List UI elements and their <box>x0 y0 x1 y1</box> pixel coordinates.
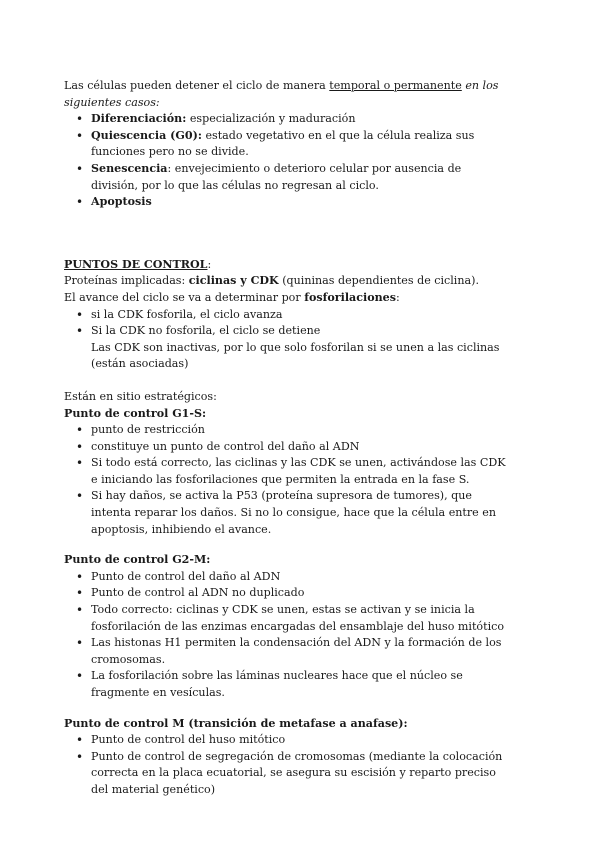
case-text: estado vegetativo en el que la célula realiza sus funciones pero no se divide. <box>91 128 475 159</box>
section-heading <box>64 257 510 274</box>
list-item <box>91 161 510 194</box>
intro-paragraph <box>64 78 510 111</box>
list-item: • Si todo está correcto, las ciclinas y las CDK se unen, activándose las CDK e iniciando las fosforilaciones que permiten la entrada en la fase S. <box>91 455 510 488</box>
advance-line <box>64 290 510 307</box>
list-item-text: Si la CDK no fosforila, el ciclo se detiene <box>91 324 321 338</box>
m-heading: Punto de control M (transición de metafase a anafase): <box>64 716 408 730</box>
strategic-line: Están en sitio estratégicos: <box>64 389 217 403</box>
proteins-bold: ciclinas y CDK <box>188 274 279 288</box>
intro-text: Las células pueden detener el ciclo de manera <box>64 79 330 92</box>
list-item <box>91 111 510 128</box>
spacer <box>64 211 510 257</box>
g2m-heading: Punto de control G2-M: <box>64 553 211 567</box>
list-item <box>91 194 510 211</box>
spacer <box>64 702 510 716</box>
case-term: Apoptosis <box>91 195 152 209</box>
list-item <box>91 323 510 373</box>
advance-colon: : <box>395 290 400 304</box>
list-item: • si la CDK fosforila, el ciclo avanza <box>91 307 510 324</box>
m-list <box>64 732 510 798</box>
list-item: • Punto de control del daño al ADN <box>91 569 510 586</box>
cases-list <box>64 111 510 211</box>
spacer <box>64 538 510 552</box>
list-item: • Punto de control al ADN no duplicado <box>91 585 510 602</box>
g1s-heading: Punto de control G1-S: <box>64 406 207 420</box>
intro-text-end: en los siguientes casos: <box>64 79 499 109</box>
spacer <box>64 373 510 389</box>
g2m-list <box>64 569 510 702</box>
section-heading-text: PUNTOS DE CONTROL <box>64 257 208 271</box>
control-list <box>64 307 510 373</box>
list-item: • Todo correcto: ciclinas y CDK se unen, estas se activan y se inicia la fosforilación de las enzimas encargadas del ensamblaje del huso mitótico <box>91 602 510 635</box>
list-item: • La fosforilación sobre las láminas nucleares hace que el núcleo se fragmente en vesículas. <box>91 668 510 701</box>
proteins-text: Proteínas implicadas: <box>64 274 189 288</box>
control-note: Las CDK son inactivas, por lo que solo fosforilan si se unen a las ciclinas (están asociadas) <box>91 340 500 371</box>
case-term: Quiescencia (G0): <box>91 128 202 142</box>
list-item: • Punto de control de segregación de cromosomas (mediante la colocación correcta en la placa ecuatorial, se asegura su escisión y reparto preciso del material genético) <box>91 749 510 799</box>
g1s-list <box>64 422 510 538</box>
list-item: • Punto de control del huso mitótico <box>91 732 510 749</box>
list-item: • punto de restricción <box>91 422 510 439</box>
list-item: • Si hay daños, se activa la P53 (proteína supresora de tumores), que intenta reparar los daños. Si no lo consigue, hace que la célula entre en apoptosis, inhibiendo el avance. <box>91 488 510 538</box>
proteins-text-end: (quininas dependientes de ciclina). <box>278 274 479 288</box>
list-item: • constituye un punto de control del daño al ADN <box>91 439 510 456</box>
proteins-line <box>64 273 510 290</box>
list-item <box>91 128 510 161</box>
case-text: : envejecimiento o deterioro celular por ausencia de división, por lo que las células no regresan al ciclo. <box>91 161 462 192</box>
intro-underlined: temporal o permanente <box>329 79 462 92</box>
advance-text: El avance del ciclo se va a determinar por <box>64 290 305 304</box>
case-term: Senescencia <box>91 161 168 175</box>
advance-bold: fosforilaciones <box>304 290 396 304</box>
case-term: Diferenciación: <box>91 112 187 126</box>
list-item: • Las histonas H1 permiten la condensación del ADN y la formación de los cromosomas. <box>91 635 510 668</box>
case-text: especialización y maduración <box>186 112 356 126</box>
heading-colon: : <box>207 257 212 271</box>
